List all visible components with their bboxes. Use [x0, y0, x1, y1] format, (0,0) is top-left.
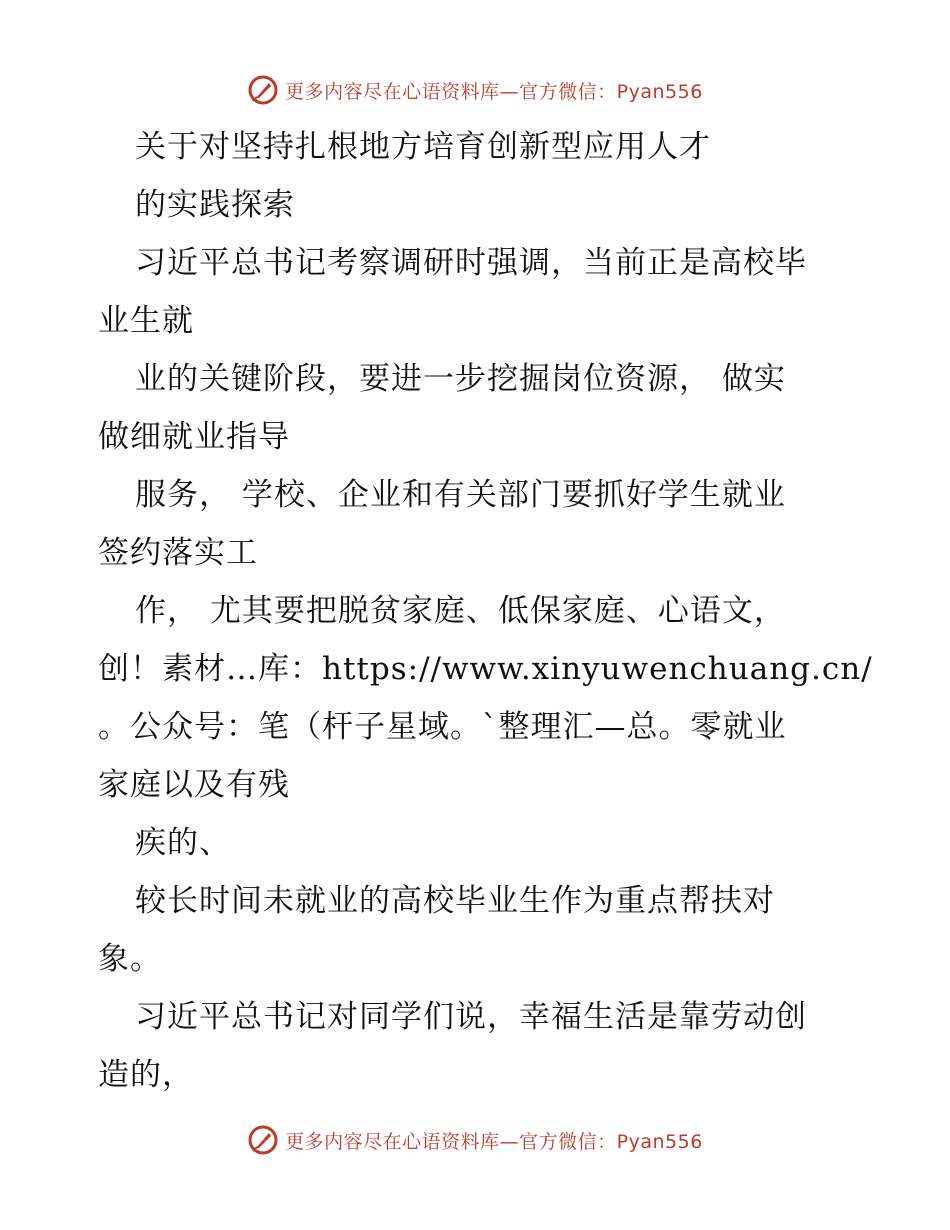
footer-banner-text: 更多内容尽在心语资料库—官方微信：Pyan556: [285, 1130, 703, 1153]
document-line: 作， 尤其要把脱贫家庭、低保家庭、心语文，: [135, 593, 786, 629]
document-line: 服务， 学校、企业和有关部门要抓好学生就业: [135, 477, 786, 513]
document-line: 造的，: [98, 1057, 194, 1093]
document-line: 较长时间未就业的高校毕业生作为重点帮扶对: [135, 883, 775, 919]
document-line: 创！素材…库：https://www.xinyuwenchuang.cn/: [98, 651, 873, 687]
document-line: 。公众号：笔（杆子星域。`整理汇—总。零就业: [98, 709, 787, 745]
header-banner: [0, 70, 950, 110]
document-line: 业生就: [98, 303, 194, 339]
document-line: 签约落实工: [98, 535, 258, 571]
document-line: 象。: [98, 941, 162, 977]
footer-banner: [0, 1120, 950, 1160]
document-line: 的实践探索: [135, 187, 295, 223]
header-banner-text: 更多内容尽在心语资料库—官方微信：Pyan556: [285, 80, 703, 103]
feather-logo-icon: [247, 74, 279, 106]
document-line: 关于对坚持扎根地方培育创新型应用人才: [135, 129, 711, 165]
document-line: 家庭以及有残: [98, 767, 290, 803]
document-line: 业的关键阶段，要进一步挖掘岗位资源， 做实: [135, 361, 786, 397]
document-line: 习近平总书记考察调研时强调，当前正是高校毕: [135, 245, 807, 281]
feather-logo-icon: [247, 1124, 279, 1156]
document-line: 疾的、: [135, 825, 231, 861]
document-line: 做细就业指导: [98, 419, 290, 455]
document-line: 习近平总书记对同学们说，幸福生活是靠劳动创: [135, 999, 807, 1035]
document-body: [98, 118, 873, 1104]
